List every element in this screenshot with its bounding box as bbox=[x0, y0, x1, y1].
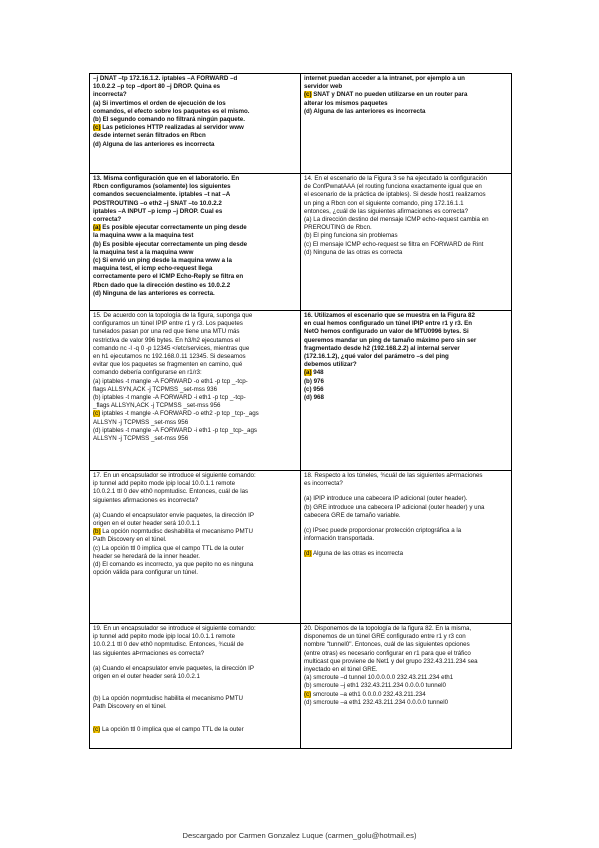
answer-option: (a) iptables -t mangle -A FORWARD -o eth1 -p tcp _-tcp- bbox=[93, 377, 248, 385]
question-text-line: entonces, ¿cuál de las siguientes afirmaciones es correcta? bbox=[304, 207, 469, 215]
question-text-line: (entre otras) es necesario configurar en r1 para que el tráfico bbox=[304, 649, 471, 657]
question-text-line: header se heredará de la inner header. bbox=[93, 552, 200, 560]
question-text-line: inyectado en el túnel GRE. bbox=[304, 666, 378, 674]
question-text-line: PREROUTING de Rbcn. bbox=[304, 224, 372, 232]
answer-option: (d) Alguna de las otras es incorrecta bbox=[304, 550, 404, 558]
question-text-line: _flags ALLSYN,ACK -j TCPMSS _set-mss 956 bbox=[93, 402, 221, 410]
question-text-line: ip tunnel add pepito mode ipip local 10.0.1.1 remote bbox=[93, 633, 236, 641]
answer-option: (c) Si envió un ping desde la maquina www a la bbox=[93, 257, 232, 265]
question-text-line: las siguientes aÞrmaciones es correcta? bbox=[93, 649, 205, 657]
question-cell bbox=[90, 624, 301, 749]
answer-option: (a) IPIP introduce una cabecera IP adicional (outer header). bbox=[304, 495, 468, 503]
question-text-line: 17. En un encapsulador se introduce el siguiente comando: bbox=[93, 472, 256, 479]
question-text-line: tunelados pasan por una red que tiene una MTU más bbox=[93, 328, 240, 336]
answer-option: (c) La opción ttl 0 implica que el campo TTL de la outer bbox=[93, 544, 244, 552]
question-text-line: en h1 ejecutamos nc 192.168.0.11 12345. Si deseamos bbox=[93, 353, 246, 361]
question-text-line: ALLSYN -j TCPMSS _set-mss 956 bbox=[93, 418, 189, 426]
question-text-line: Rbcn dado que la dirección destino es 10.0.2.2 bbox=[93, 281, 231, 289]
answer-option: (b) GRE introduce una cabecera IP adicional (outer header) y una bbox=[304, 503, 485, 511]
question-cell bbox=[301, 471, 512, 624]
blank-line bbox=[93, 681, 297, 688]
question-text-line: opción válida para configurar un túnel. bbox=[93, 569, 198, 577]
answer-option: (a) La dirección destino del mensaje ICMP echo-request cambia en bbox=[304, 216, 489, 224]
correct-answer-highlight: (d) bbox=[304, 550, 312, 558]
question-text-line: servidor web bbox=[304, 83, 343, 91]
question-text-line: –j DNAT –tp 172.16.1.2. iptables –A FORWARD –d bbox=[93, 75, 238, 82]
question-text-line: la maquina test a la maquina www bbox=[93, 248, 194, 256]
question-text-line: 10.0.2.2 –p tcp –dport 80 –j DROP. Quina es bbox=[93, 83, 221, 91]
correct-answer-highlight: (a) bbox=[93, 224, 101, 232]
question-text-line: Path Discovery en el túnel. bbox=[93, 536, 167, 544]
answer-option: (b) El ping funciona sin problemas bbox=[304, 232, 398, 240]
answer-option: (a) Cuando el encapsulator envíe paquetes, la dirección IP bbox=[93, 511, 254, 519]
answer-option: (b) smcroute –j eth1 232.43.211.234 0.0.0.0 tunnel0 bbox=[304, 682, 446, 690]
answer-option: (a) Es posible ejecutar correctamente un ping desde bbox=[93, 224, 247, 232]
answer-option: (c) iptables -t mangle -A FORWARD -o eth2 -p tcp _tcp-_ags bbox=[93, 410, 259, 418]
question-text-line: correcta? bbox=[93, 216, 122, 224]
answer-option: (c) La opción ttl 0 implica que el campo TTL de la outer bbox=[93, 725, 244, 733]
answer-option: (d) 968 bbox=[304, 394, 324, 402]
question-text-line: 10.0.2.1 ttl 0 dev eth0 nopmtudisc. Entonces, cuál de las bbox=[93, 488, 249, 496]
blank-line bbox=[93, 688, 297, 695]
question-text-line: 16. Utilizamos el escenario que se muestra en la Figura 82 bbox=[304, 312, 475, 319]
question-text-line: comando debería configurarse en r1/r3: bbox=[93, 369, 202, 377]
correct-answer-highlight: (c) bbox=[93, 410, 101, 418]
answer-option: (a) Cuando el encapsulator envíe paquetes, la dirección IP bbox=[93, 664, 254, 672]
question-text-line: flags ALLSYN,ACK -j TCPMSS _set-mss 936 bbox=[93, 385, 218, 393]
blank-line bbox=[304, 520, 508, 527]
question-text-line: alterar los mismos paquetes bbox=[304, 99, 388, 107]
question-text-line: 20. Disponemos de la topología de la figura 82. En la misma, bbox=[304, 625, 472, 632]
question-cell bbox=[90, 174, 301, 311]
question-text-line: es incorrecta? bbox=[304, 480, 343, 488]
question-text-line: configuramos un túnel IPIP entre r1 y r3. Los paquetes bbox=[93, 320, 243, 328]
answer-option: (b) El segundo comando no filtrará ningún paquete. bbox=[93, 116, 245, 124]
answer-option: (d) El comando es incorrecto, ya que pepito no es ninguna bbox=[93, 561, 254, 569]
question-text-line: ALLSYN -j TCPMSS _set-mss 956 bbox=[93, 435, 189, 443]
question-text-line: ip tunnel add pepito mode ipip local 10.0.1.1 remote bbox=[93, 480, 236, 488]
answer-option: (c) Las peticiones HTTP realizadas al servidor www bbox=[93, 124, 244, 132]
correct-answer-highlight: (c) bbox=[93, 124, 101, 132]
question-text-line: restrictiva de valor 996 bytes. En h3/h2 ejecutamos el bbox=[93, 336, 240, 344]
answer-option: (b) 976 bbox=[304, 377, 324, 385]
question-text-line: 14. En el escenario de la Figura 3 se ha ejecutado la configuración bbox=[304, 175, 487, 182]
question-text-line: 19. En un encapsulador se introduce el siguiente comando: bbox=[93, 625, 256, 632]
answer-option: (a) Si invertimos el orden de ejecución de los bbox=[93, 99, 226, 107]
question-text-line: incorrecta? bbox=[93, 91, 127, 99]
blank-line bbox=[304, 488, 508, 495]
question-text-line: cabecera GRE de tamaño variable. bbox=[304, 511, 401, 519]
correct-answer-highlight: (c) bbox=[304, 91, 312, 99]
blank-line bbox=[93, 712, 297, 719]
question-cell bbox=[301, 174, 512, 311]
blank-line bbox=[93, 719, 297, 726]
question-text-line: multicast que proviene de Net1 y del grupo 232.43.211.234 sea bbox=[304, 657, 478, 665]
question-text-line: el escenario de la práctica de iptables). Si desde host1 realizamos bbox=[304, 191, 486, 199]
table-row bbox=[90, 471, 512, 624]
question-text-line: evitar que los paquetes se fragmenten en camino, qué bbox=[93, 361, 243, 369]
question-text-line: la maquina www a la maquina test bbox=[93, 232, 194, 240]
question-text-line: 13. Misma configuración que en el laboratorio. En bbox=[93, 175, 240, 182]
correct-answer-highlight: (b) bbox=[93, 528, 101, 536]
question-text-line: en cual hemos configurado un túnel IPIP entre r1 y r3. En bbox=[304, 320, 473, 328]
answer-option: (a) 948 bbox=[304, 369, 324, 377]
question-cell bbox=[301, 74, 512, 174]
question-text-line: siguientes afirmaciones es incorrecta? bbox=[93, 496, 199, 504]
correct-answer-highlight: (a) bbox=[304, 369, 312, 377]
question-text-line: correctamente pero el ICMP Echo-Reply se filtra en bbox=[93, 273, 244, 281]
table-row bbox=[90, 311, 512, 471]
question-cell bbox=[90, 74, 301, 174]
answer-option: (d) Ninguna de las otras es correcta bbox=[304, 248, 403, 256]
question-text-line: internet puedan acceder a la intranet, por ejemplo a un bbox=[304, 75, 465, 82]
answer-option: (d) Ninguna de las anteriores es correcta. bbox=[93, 289, 215, 297]
answer-option: (d) Alguna de las anteriores es incorrecta bbox=[93, 140, 215, 148]
question-text-line: maquina test, el icmp echo-request llega bbox=[93, 265, 213, 273]
question-text-line: Rbcn configuramos (solamente) los siguientes bbox=[93, 183, 231, 191]
question-text-line: POSTROUTING –o eth2 –j SNAT –to 10.0.2.2 bbox=[93, 199, 222, 207]
question-cell bbox=[90, 471, 301, 624]
question-text-line: Path Discovery en el túnel. bbox=[93, 703, 167, 711]
correct-answer-highlight: (c) bbox=[304, 690, 312, 698]
blank-line bbox=[93, 658, 297, 665]
question-text-line: de ConfPwnatAAA (el routing funciona exactamente igual que en bbox=[304, 183, 482, 191]
answer-option: (d) smcroute –a eth1 232.43.211.234 0.0.0.0 tunnel0 bbox=[304, 698, 449, 706]
answer-option: (c) El mensaje ICMP echo-request se filtra en FORWARD de Rint bbox=[304, 240, 484, 248]
answer-option: (d) iptables -t mangle -A FORWARD -i eth1 -p tcp _tcp-_ags bbox=[93, 426, 258, 434]
question-cell bbox=[301, 624, 512, 749]
table-row bbox=[90, 74, 512, 174]
question-text-line: (172.16.1.2), ¿qué valor del parámetro –s del ping bbox=[304, 353, 449, 361]
question-text-line: fragmentado desde h2 (192.168.2.2) al internal server bbox=[304, 344, 460, 352]
question-text-line: información transportada. bbox=[304, 535, 375, 543]
exam-questions-table bbox=[89, 73, 512, 749]
question-text-line: 18. Respecto a los túneles, ¾cuál de las siguientes aÞrmaciones bbox=[304, 472, 483, 479]
question-text-line: desde internet serán filtrados en Rbcn bbox=[93, 132, 206, 140]
answer-option: (b) La opción nopmtudisc deshabilita el mecanismo PMTU bbox=[93, 528, 253, 536]
question-text-line: comando nc -l -q 0 -p 12345 </etc/services, mientras que bbox=[93, 344, 250, 352]
answer-option: (c) SNAT y DNAT no pueden utilizarse en un router para bbox=[304, 91, 468, 99]
answer-option: (c) 956 bbox=[304, 385, 324, 393]
answer-option: (b) iptables -t mangle -A FORWARD -i eth1 -p tcp _-tcp- bbox=[93, 394, 246, 402]
question-text-line: 10.0.2.1 ttl 0 dev eth0 nopmtudisc. Entonces, ¾cuál de bbox=[93, 641, 244, 649]
question-text-line: NetO hemos configurado un valor de MTU0996 bytes. Si bbox=[304, 328, 469, 336]
answer-option: (c) smcroute –a eth1 0.0.0.0 232.43.211.234 bbox=[304, 690, 426, 698]
question-text-line: un ping a Rbcn con el siguiente comando, ping 172.16.1.1 bbox=[304, 199, 464, 207]
answer-option: (b) Es posible ejecutar correctamente un ping desde bbox=[93, 240, 248, 248]
question-text-line: queremos mandar un ping de tamaño máximo pero sin ser bbox=[304, 336, 477, 344]
correct-answer-highlight: (c) bbox=[93, 725, 101, 733]
table-row bbox=[90, 174, 512, 311]
question-cell bbox=[90, 311, 301, 471]
question-text-line: disponemos de un túnel GRE configurado entre r1 y r3 con bbox=[304, 633, 466, 641]
answer-option: (d) Alguna de las anteriores es incorrecta bbox=[304, 107, 426, 115]
question-text-line: comandos secuencialmente. iptables –t nat –A bbox=[93, 191, 231, 199]
answer-option: (b) La opción nopmtudisc habilita el mecanismo PMTU bbox=[93, 695, 243, 703]
question-text-line: origen en el outer header será 10.0.1.1 bbox=[93, 520, 200, 528]
question-text-line: origen en el outer header será 10.0.2.1 bbox=[93, 673, 200, 681]
answer-option: (c) IPsec puede proporcionar protección criptográfica a la bbox=[304, 527, 462, 535]
question-text-line: iptables –A INPUT –p icmp –j DROP. Cual es bbox=[93, 207, 223, 215]
question-cell bbox=[301, 311, 512, 471]
question-text-line: 15. De acuerdo con la topología de la figura, suponga que bbox=[93, 312, 253, 319]
download-footer: Descargado por Carmen Gonzalez Luque (carmen_golu@hotmail.es) bbox=[182, 831, 417, 840]
blank-line bbox=[304, 543, 508, 550]
table-row bbox=[90, 624, 512, 749]
question-text-line: comandos, el efecto sobre los paquetes es el mismo. bbox=[93, 107, 250, 115]
question-text-line: debemos utilizar? bbox=[304, 361, 357, 369]
answer-option: (a) smcroute –d tunnel 10.0.0.0.0 232.43.211.234 eth1 bbox=[304, 674, 454, 682]
blank-line bbox=[93, 505, 297, 512]
question-text-line: nombre "tunnel0". Entonces, cuál de las siguientes opciones bbox=[304, 641, 470, 649]
